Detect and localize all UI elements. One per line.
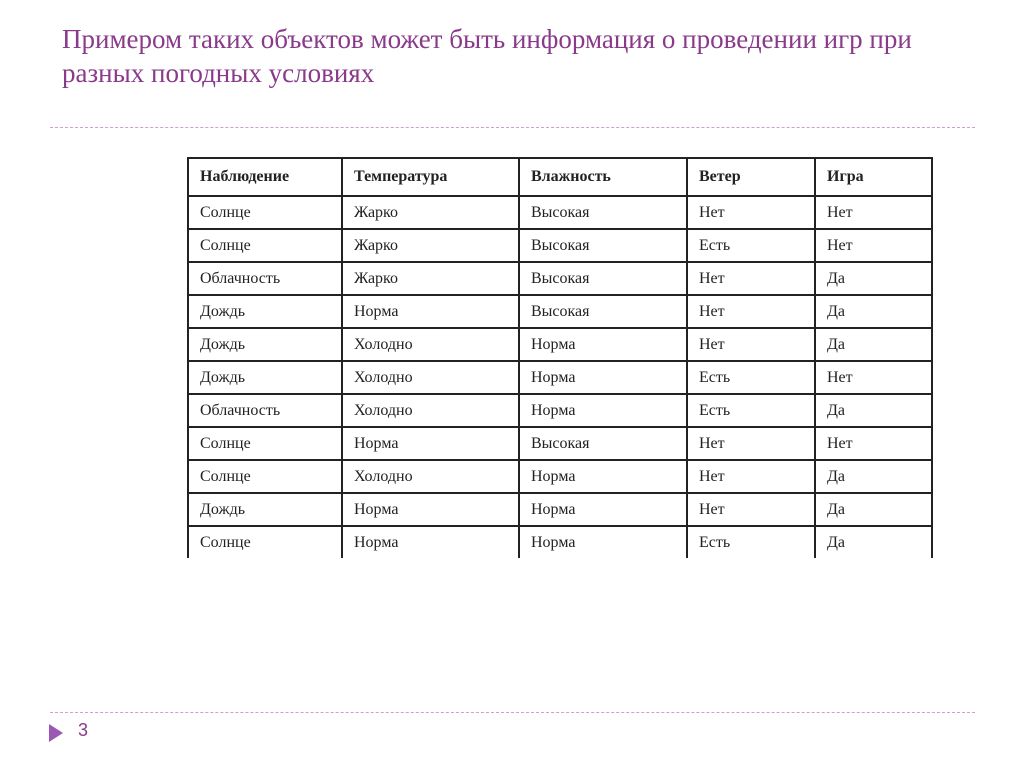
table-cell: Есть <box>687 361 815 394</box>
table-cell: Холодно <box>342 460 519 493</box>
table-cell: Высокая <box>519 229 687 262</box>
table-cell: Да <box>815 295 932 328</box>
table-cell: Холодно <box>342 394 519 427</box>
table-cell: Холодно <box>342 361 519 394</box>
bottom-divider <box>50 712 975 713</box>
table-row <box>188 394 932 427</box>
table-row <box>188 196 932 229</box>
table-row <box>188 328 932 361</box>
table-row <box>188 229 932 262</box>
table-cell: Норма <box>342 493 519 526</box>
table-cell: Высокая <box>519 295 687 328</box>
table-cell: Дождь <box>188 361 342 394</box>
table-cell: Жарко <box>342 229 519 262</box>
table-cell: Солнце <box>188 196 342 229</box>
table-cell: Нет <box>687 460 815 493</box>
table-cell: Есть <box>687 229 815 262</box>
table-cell: Солнце <box>188 427 342 460</box>
column-header: Температура <box>342 158 519 196</box>
table-cell: Нет <box>815 229 932 262</box>
table-cell: Дождь <box>188 328 342 361</box>
table-cell: Солнце <box>188 460 342 493</box>
table-cell: Высокая <box>519 262 687 295</box>
table-row <box>188 493 932 526</box>
table-cell: Норма <box>519 361 687 394</box>
table-cell: Нет <box>815 196 932 229</box>
table-cell: Дождь <box>188 295 342 328</box>
table-cell: Норма <box>519 460 687 493</box>
table-row <box>188 361 932 394</box>
table-cell: Нет <box>687 262 815 295</box>
table-cell: Нет <box>815 427 932 460</box>
column-header: Игра <box>815 158 932 196</box>
table-cell: Норма <box>519 526 687 558</box>
table-row <box>188 262 932 295</box>
column-header: Наблюдение <box>188 158 342 196</box>
table-row <box>188 295 932 328</box>
table-cell: Солнце <box>188 526 342 558</box>
table-cell: Высокая <box>519 427 687 460</box>
table-cell: Норма <box>519 493 687 526</box>
table-cell: Высокая <box>519 196 687 229</box>
table-cell: Холодно <box>342 328 519 361</box>
table-cell: Норма <box>519 394 687 427</box>
table-header-row <box>188 158 932 196</box>
table-cell: Да <box>815 460 932 493</box>
table-cell: Облачность <box>188 394 342 427</box>
triangle-bullet-icon <box>49 724 63 742</box>
table-cell: Есть <box>687 526 815 558</box>
page-number: 3 <box>78 720 89 740</box>
table-cell: Есть <box>687 394 815 427</box>
table-row <box>188 526 932 558</box>
table-cell: Дождь <box>188 493 342 526</box>
column-header: Ветер <box>687 158 815 196</box>
table-cell: Норма <box>519 328 687 361</box>
table-cell: Да <box>815 526 932 558</box>
slide-title: Примером таких объектов может быть информация о проведении игр при разных погодных условиях <box>62 24 912 88</box>
table-cell: Жарко <box>342 196 519 229</box>
table-cell: Норма <box>342 526 519 558</box>
top-divider <box>50 127 975 128</box>
table-cell: Жарко <box>342 262 519 295</box>
weather-table <box>187 157 933 558</box>
table-cell: Да <box>815 493 932 526</box>
column-header: Влажность <box>519 158 687 196</box>
table-cell: Облачность <box>188 262 342 295</box>
table-cell: Нет <box>687 295 815 328</box>
table-cell: Норма <box>342 427 519 460</box>
table-cell: Нет <box>687 328 815 361</box>
table-cell: Солнце <box>188 229 342 262</box>
table-cell: Да <box>815 394 932 427</box>
table-cell: Нет <box>687 493 815 526</box>
table-cell: Нет <box>687 196 815 229</box>
table-cell: Норма <box>342 295 519 328</box>
table-cell: Да <box>815 262 932 295</box>
table-row <box>188 427 932 460</box>
table-row <box>188 460 932 493</box>
table-cell: Нет <box>815 361 932 394</box>
table-cell: Да <box>815 328 932 361</box>
table-cell: Нет <box>687 427 815 460</box>
